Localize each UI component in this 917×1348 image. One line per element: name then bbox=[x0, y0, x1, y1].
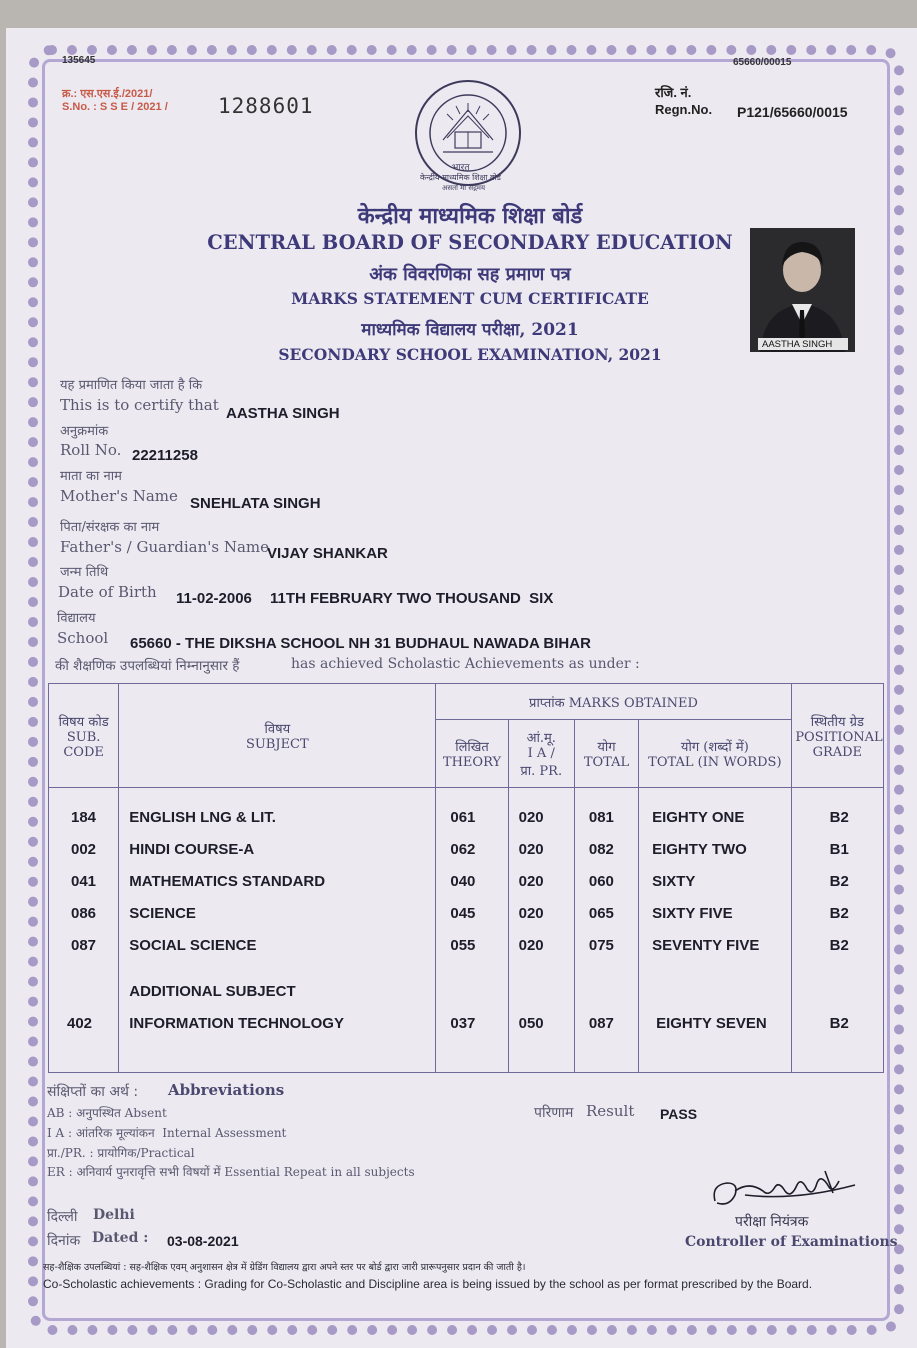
student-name: AASTHA SINGH bbox=[226, 405, 340, 422]
table-cell-grade: B2 bbox=[829, 809, 849, 826]
header-words-label: TOTAL (IN WORDS) bbox=[648, 755, 782, 770]
table-cell-theory: 062 bbox=[450, 841, 476, 858]
issue-date: 03-08-2021 bbox=[167, 1233, 239, 1249]
serial-top-right: 65660/00015 bbox=[733, 57, 792, 68]
student-photo bbox=[750, 228, 855, 352]
table-cell-total: 082 bbox=[588, 841, 614, 858]
header-subject-hindi: विषय bbox=[264, 722, 291, 737]
header-sub-code bbox=[49, 684, 119, 788]
table-cell-theory: 045 bbox=[450, 905, 476, 922]
table-cell-theory: 061 bbox=[450, 809, 476, 826]
header-marks-hindi: प्राप्तांक bbox=[529, 695, 565, 711]
spacer bbox=[436, 962, 507, 1008]
table-cell-ia: 050 bbox=[518, 1015, 544, 1032]
school-name: 65660 - THE DIKSHA SCHOOL NH 31 BUDHAUL NAWADA BIHAR bbox=[130, 635, 591, 652]
table-cell-subject: ENGLISH LNG & LIT. bbox=[129, 809, 276, 826]
table-cell-words: EIGHTY ONE bbox=[652, 809, 745, 826]
table-cell-subject: INFORMATION TECHNOLOGY bbox=[129, 1015, 344, 1032]
photo-caption: AASTHA SINGH bbox=[762, 339, 833, 350]
header-ia-label: I A / bbox=[527, 746, 555, 761]
board-name: CENTRAL BOARD OF SECONDARY EDUCATION bbox=[207, 231, 733, 254]
certificate-title-hindi: अंक विवरणिका सह प्रमाण पत्र bbox=[369, 264, 571, 285]
abbr-title-hindi: संक्षिप्तों का अर्थ : bbox=[47, 1084, 139, 1100]
table-cell-ia: 020 bbox=[518, 873, 544, 890]
footer-english: Co-Scholastic achievements : Grading for Co-Scholastic and Discipline area is being issued by the school as per format prescribed by the Board. bbox=[43, 1277, 813, 1291]
regn-label: Regn.No. bbox=[655, 102, 713, 117]
certificate-title: MARKS STATEMENT CUM CERTIFICATE bbox=[291, 289, 649, 308]
subject-column bbox=[119, 788, 436, 1073]
sno-english: S.No. : S S E / 2021 / bbox=[62, 101, 168, 113]
father-label: Father's / Guardian's Name bbox=[60, 538, 269, 556]
abbr-er: ER : अनिवार्य पुनरावृत्ति सभी विषयों में Essential Repeat in all subjects bbox=[47, 1165, 415, 1179]
table-cell-words: SEVENTY FIVE bbox=[652, 937, 760, 954]
dob-words: 11TH FEBRUARY TWO THOUSAND SIX bbox=[270, 590, 554, 607]
spacer bbox=[792, 962, 883, 1008]
exam-title: SECONDARY SCHOOL EXAMINATION, 2021 bbox=[278, 345, 662, 364]
table-cell-total: 060 bbox=[588, 873, 614, 890]
table-cell-code: 086 bbox=[71, 905, 97, 922]
dob-value: 11-02-2006 bbox=[176, 590, 252, 607]
result-label: Result bbox=[586, 1102, 635, 1120]
additional-subject-label: ADDITIONAL SUBJECT bbox=[129, 983, 296, 1000]
table-cell-grade: B2 bbox=[829, 937, 849, 954]
certify-hindi: यह प्रमाणित किया जाता है कि bbox=[60, 378, 203, 393]
abbr-ab: AB : अनुपस्थित Absent bbox=[47, 1106, 167, 1120]
mother-name: SNEHLATA SINGH bbox=[190, 495, 321, 512]
regn-number: P121/65660/0015 bbox=[737, 104, 848, 120]
place-hindi: दिल्ली bbox=[47, 1209, 78, 1225]
total-column bbox=[574, 788, 638, 1073]
table-cell-grade: B2 bbox=[829, 1015, 849, 1032]
table-cell-grade: B1 bbox=[829, 841, 849, 858]
dated-hindi: दिनांक bbox=[47, 1233, 81, 1249]
school-label: School bbox=[57, 629, 109, 647]
roll-label: Roll No. bbox=[60, 441, 122, 459]
roll-hindi: अनुक्रमांक bbox=[60, 424, 109, 439]
header-subject-label: SUBJECT bbox=[245, 737, 309, 752]
regn-label-hindi: रजि. नं. bbox=[655, 85, 692, 100]
roll-number: 22211258 bbox=[132, 447, 198, 464]
dob-hindi: जन्म तिथि bbox=[60, 565, 109, 580]
header-grade-hindi: स्थितीय ग्रेड bbox=[810, 714, 864, 730]
spacer bbox=[575, 962, 638, 1008]
header-pr-label: प्रा. PR. bbox=[520, 764, 563, 779]
table-cell-words: EIGHTY SEVEN bbox=[656, 1015, 767, 1032]
mother-hindi: माता का नाम bbox=[60, 469, 122, 484]
abbr-pr: प्रा./PR. : प्रायोगिक/Practical bbox=[47, 1146, 195, 1160]
header-ia-hindi: आं.मू. bbox=[526, 731, 556, 746]
words-column bbox=[639, 788, 792, 1073]
signature-icon bbox=[705, 1163, 875, 1213]
header-grade-label: POSITIONAL GRADE bbox=[795, 729, 883, 760]
table-cell-code: 402 bbox=[67, 1015, 93, 1032]
spacer bbox=[509, 962, 574, 1008]
controller-hindi: परीक्षा नियंत्रक bbox=[735, 1214, 809, 1230]
table-cell-code: 002 bbox=[71, 841, 97, 858]
serial-top-left: 135645 bbox=[62, 55, 96, 66]
achieve-label: has achieved Scholastic Achievements as under : bbox=[291, 656, 640, 672]
grade-column bbox=[791, 788, 883, 1073]
header-subject bbox=[119, 684, 436, 788]
header-theory bbox=[436, 720, 508, 788]
header-code: SUB. CODE bbox=[63, 729, 104, 760]
table-cell-total: 081 bbox=[588, 809, 614, 826]
seal-motto: असतो मा सद्गमय bbox=[442, 184, 486, 192]
sno-hindi: क्र.: एस.एस.ई./2021/ bbox=[62, 88, 153, 100]
result-value: PASS bbox=[660, 1106, 698, 1122]
place: Delhi bbox=[93, 1207, 135, 1223]
table-cell-ia: 020 bbox=[518, 809, 544, 826]
mother-label: Mother's Name bbox=[60, 487, 178, 505]
table-cell-theory: 055 bbox=[450, 937, 476, 954]
table-cell-code: 087 bbox=[71, 937, 97, 954]
exam-title-hindi: माध्यमिक विद्यालय परीक्षा, 2021 bbox=[361, 320, 579, 340]
dated-label: Dated : bbox=[92, 1230, 149, 1246]
code-column bbox=[49, 788, 119, 1073]
header-total-label: TOTAL bbox=[583, 755, 630, 770]
certify-label: This is to certify that bbox=[60, 396, 219, 414]
dob-label: Date of Birth bbox=[58, 583, 157, 601]
abbr-ia: I A : आंतरिक मूल्यांकन Internal Assessment bbox=[47, 1126, 287, 1140]
table-cell-words: EIGHTY TWO bbox=[652, 841, 747, 858]
header-theory-hindi: लिखित bbox=[455, 740, 489, 755]
header-ia bbox=[508, 720, 574, 788]
table-cell-grade: B2 bbox=[829, 905, 849, 922]
controller-label: Controller of Examinations bbox=[685, 1234, 898, 1250]
marks-table bbox=[48, 683, 884, 1073]
table-cell-theory: 037 bbox=[450, 1015, 476, 1032]
father-hindi: पिता/संरक्षक का नाम bbox=[60, 520, 160, 535]
header-total bbox=[574, 720, 638, 788]
table-cell-grade: B2 bbox=[829, 873, 849, 890]
result-hindi: परिणाम bbox=[534, 1105, 574, 1121]
certificate-number: 1288601 bbox=[218, 94, 314, 118]
table-cell-subject: MATHEMATICS STANDARD bbox=[129, 873, 326, 890]
footer-hindi: सह-शैक्षिक उपलब्धियां : सह-शैक्षिक एवम् अनुशासन क्षेत्र में ग्रेडिंग विद्यालय द्वारा अपने स्तर पर बोर्ड द्वारा जारी प्रारूपनुसार प्रदान की जाती है। bbox=[43, 1262, 526, 1273]
table-cell-code: 041 bbox=[71, 873, 97, 890]
header-theory-label: THEORY bbox=[442, 755, 502, 770]
spacer bbox=[639, 962, 791, 1008]
ia-column bbox=[508, 788, 574, 1073]
theory-column bbox=[436, 788, 508, 1073]
table-cell-ia: 020 bbox=[518, 937, 544, 954]
header-marks-label: MARKS OBTAINED bbox=[568, 695, 698, 711]
father-name: VIJAY SHANKAR bbox=[267, 545, 388, 562]
board-name-hindi: केन्द्रीय माध्यमिक शिक्षा बोर्ड bbox=[357, 203, 583, 229]
table-cell-total: 087 bbox=[588, 1015, 614, 1032]
spacer bbox=[49, 962, 118, 1008]
table-cell-ia: 020 bbox=[518, 905, 544, 922]
table-cell-words: SIXTY FIVE bbox=[652, 905, 733, 922]
header-grade bbox=[791, 684, 883, 788]
achieve-hindi: की शैक्षणिक उपलब्धियां निम्नानुसार हैं bbox=[55, 658, 240, 674]
header-total-words bbox=[639, 720, 792, 788]
seal-text-top: केन्द्रीय माध्यमिक शिक्षा बोर्ड bbox=[420, 173, 501, 182]
school-hindi: विद्यालय bbox=[57, 611, 96, 626]
header-code-hindi: विषय कोड bbox=[58, 714, 109, 730]
table-cell-subject: SCIENCE bbox=[129, 905, 196, 922]
abbr-title: Abbreviations bbox=[168, 1081, 285, 1099]
header-total-hindi: योग bbox=[597, 740, 616, 755]
table-cell-words: SIXTY bbox=[652, 873, 696, 890]
table-cell-code: 184 bbox=[71, 809, 97, 826]
table-cell-total: 075 bbox=[588, 937, 614, 954]
table-cell-subject: HINDI COURSE-A bbox=[129, 841, 255, 858]
table-cell-theory: 040 bbox=[450, 873, 476, 890]
table-cell-subject: SOCIAL SCIENCE bbox=[129, 937, 257, 954]
table-cell-ia: 020 bbox=[518, 841, 544, 858]
table-cell-total: 065 bbox=[588, 905, 614, 922]
header-marks-obtained bbox=[436, 684, 791, 720]
header-words-hindi: योग (शब्दों में) bbox=[680, 740, 749, 755]
seal-text-bottom: भारत bbox=[452, 163, 470, 173]
